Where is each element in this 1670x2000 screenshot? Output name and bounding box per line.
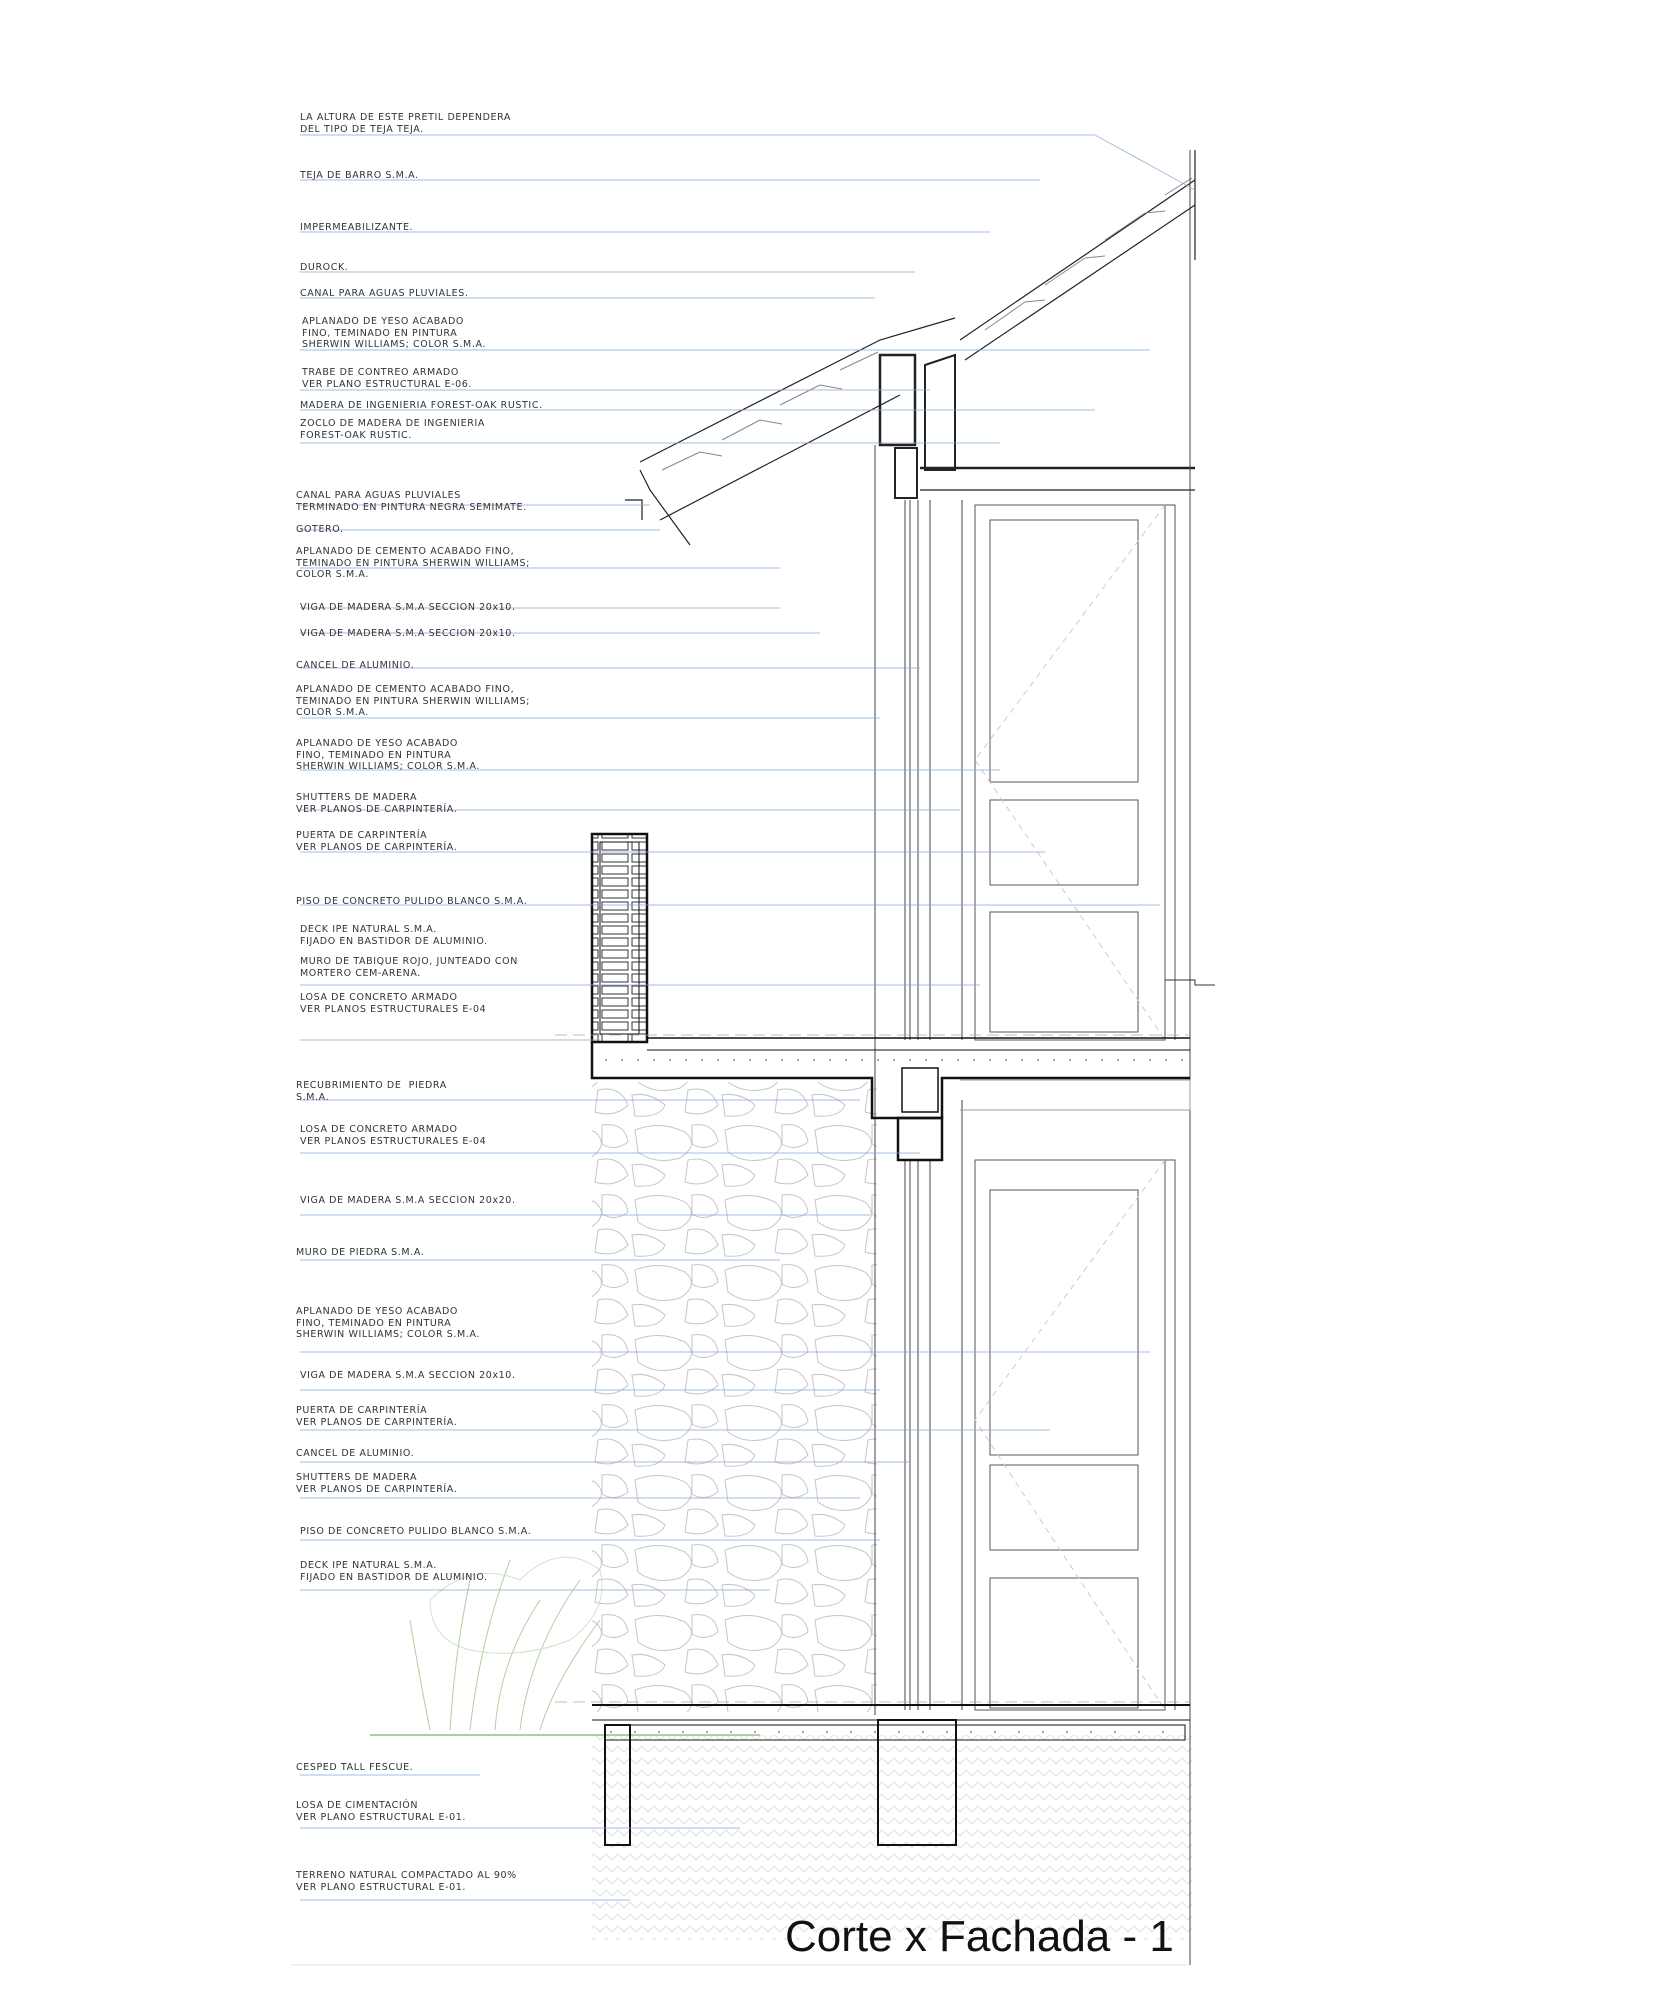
annotation-line: TRABE DE CONTREO ARMADO (302, 367, 459, 378)
annotation-line: VIGA DE MADERA S.M.A SECCION 20x10. (300, 602, 516, 613)
annotation-line: PUERTA DE CARPINTERÍA (296, 1405, 428, 1416)
annotation-line: TERRENO NATURAL COMPACTADO AL 90% (296, 1870, 517, 1881)
annotation-line: CANCEL DE ALUMINIO. (296, 1448, 415, 1459)
annotation-line: VER PLANOS DE CARPINTERÍA. (296, 1483, 458, 1495)
annotation-line: DEL TIPO DE TEJA TEJA. (300, 123, 424, 135)
annotation-line: ZOCLO DE MADERA DE INGENIERIA (300, 418, 485, 429)
roof-tiles (662, 178, 1192, 470)
annotation-line: VIGA DE MADERA S.M.A SECCION 20x10. (300, 628, 516, 639)
annotation-line: FINO, TEMINADO EN PINTURA (296, 749, 452, 761)
annotation-note (300, 628, 516, 640)
annotation-note (300, 400, 543, 412)
annotation-line: COLOR S.M.A. (296, 707, 369, 718)
annotation-line: TEMINADO EN PINTURA SHERWIN WILLIAMS; (296, 695, 530, 707)
annotation-line: PISO DE CONCRETO PULIDO BLANCO S.M.A. (296, 896, 528, 907)
annotation-line: CANCEL DE ALUMINIO. (296, 660, 415, 671)
annotation-line: S.M.A. (296, 1091, 330, 1103)
annotation-line: MORTERO CEM-ARENA. (300, 967, 421, 979)
annotation-line: TERMINADO EN PINTURA NEGRA SEMIMATE. (296, 501, 527, 513)
annotation-line: MADERA DE INGENIERIA FOREST-OAK RUSTIC. (300, 400, 543, 411)
door-upper (975, 505, 1175, 1040)
annotation-note (296, 524, 344, 536)
annotation-note (300, 1560, 488, 1583)
annotation-line: LOSA DE CIMENTACIÓN (296, 1800, 419, 1811)
annotation-line: SHERWIN WILLIAMS; COLOR S.M.A. (296, 1329, 481, 1340)
annotation-note (296, 490, 527, 513)
annotation-note (296, 738, 480, 773)
annotation-line: FIJADO EN BASTIDOR DE ALUMINIO. (300, 935, 488, 947)
annotation-note (300, 418, 485, 441)
annotation-line: VER PLANO ESTRUCTURAL E-01. (296, 1881, 467, 1893)
annotation-note (300, 262, 348, 274)
annotation-note (300, 112, 511, 135)
annotation-line: VIGA DE MADERA S.M.A SECCION 20x20. (300, 1195, 516, 1206)
annotation-note (296, 792, 457, 815)
annotation-note (296, 1472, 457, 1495)
roof (625, 150, 1195, 545)
wall-glazing (875, 150, 1190, 1965)
annotation-line: GOTERO. (296, 524, 344, 535)
annotation-line: PUERTA DE CARPINTERÍA (296, 830, 428, 841)
annotation-line: FIJADO EN BASTIDOR DE ALUMINIO. (300, 1571, 488, 1583)
annotation-line: APLANADO DE YESO ACABADO (296, 738, 458, 749)
annotation-note (300, 1195, 516, 1207)
annotation-line: VER PLANOS ESTRUCTURALES E-04 (300, 1135, 487, 1147)
annotation-line: SHUTTERS DE MADERA (296, 1472, 418, 1483)
annotation-note (296, 1870, 517, 1893)
annotation-note (296, 1448, 414, 1460)
annotation-line: APLANADO DE YESO ACABADO (302, 316, 464, 327)
annotation-line: SHERWIN WILLIAMS; COLOR S.M.A. (296, 761, 481, 772)
annotation-line: DECK IPE NATURAL S.M.A. (300, 1560, 437, 1571)
annotation-line: IMPERMEABILIZANTE. (300, 222, 414, 233)
annotation-line: VER PLANOS DE CARPINTERÍA. (296, 1416, 458, 1428)
annotation-line: DUROCK. (300, 262, 349, 273)
annotation-line: LOSA DE CONCRETO ARMADO (300, 1124, 458, 1135)
annotation-note (296, 1247, 424, 1259)
annotation-line: CANAL PARA AGUAS PLUVIALES. (300, 288, 469, 299)
annotation-line: TEJA DE BARRO S.M.A. (300, 170, 419, 181)
annotation-note (296, 684, 530, 719)
annotation-line: FINO, TEMINADO EN PINTURA (296, 1317, 452, 1329)
annotation-line: TEMINADO EN PINTURA SHERWIN WILLIAMS; (296, 557, 530, 569)
annotation-note (300, 1526, 531, 1538)
annotation-line: VER PLANOS DE CARPINTERÍA. (296, 841, 458, 853)
annotation-note (302, 316, 486, 351)
annotation-note (300, 992, 486, 1015)
annotation-line: SHUTTERS DE MADERA (296, 792, 418, 803)
annotation-note (300, 1124, 486, 1147)
annotation-line: DECK IPE NATURAL S.M.A. (300, 924, 437, 935)
annotation-note (296, 896, 527, 908)
annotation-note (300, 956, 518, 979)
drawing-title: Corte x Fachada - 1 (785, 1912, 1174, 1961)
annotation-line: VER PLANOS DE CARPINTERÍA. (296, 803, 458, 815)
annotation-note (296, 660, 414, 672)
annotation-note (296, 1306, 480, 1341)
annotation-line: LA ALTURA DE ESTE PRETIL DEPENDERA (300, 112, 512, 123)
annotation-line: CANAL PARA AGUAS PLUVIALES (296, 490, 461, 501)
annotation-line: COLOR S.M.A. (296, 569, 369, 580)
annotation-note (296, 546, 530, 581)
stone-wall-hatch (592, 1082, 877, 1712)
annotation-note (296, 1405, 457, 1428)
annotation-note (300, 170, 419, 182)
annotation-note (296, 830, 457, 853)
annotation-line: CESPED TALL FESCUE. (296, 1762, 414, 1773)
annotation-note (300, 288, 468, 300)
annotation-line: VIGA DE MADERA S.M.A SECCION 20x10. (300, 1370, 516, 1381)
annotation-line: RECUBRIMIENTO DE PIEDRA (296, 1080, 447, 1091)
annotation-line: APLANADO DE YESO ACABADO (296, 1306, 458, 1317)
annotation-line: SHERWIN WILLIAMS; COLOR S.M.A. (302, 339, 487, 350)
soil-hatch (592, 1735, 1192, 1940)
annotation-line: VER PLANO ESTRUCTURAL E-06. (302, 378, 473, 390)
annotation-note (300, 924, 488, 947)
annotation-note (300, 1370, 516, 1382)
annotation-line: FINO, TEMINADO EN PINTURA (302, 327, 458, 339)
door-lower (975, 1160, 1175, 1710)
annotation-line: LOSA DE CONCRETO ARMADO (300, 992, 458, 1003)
annotation-note (300, 222, 413, 234)
annotation-line: PISO DE CONCRETO PULIDO BLANCO S.M.A. (300, 1526, 532, 1537)
annotation-note (300, 602, 516, 614)
annotation-line: VER PLANO ESTRUCTURAL E-01. (296, 1811, 467, 1823)
annotation-line: FOREST-OAK RUSTIC. (300, 429, 412, 441)
annotation-line: MURO DE PIEDRA S.M.A. (296, 1247, 425, 1258)
annotation-line: VER PLANOS ESTRUCTURALES E-04 (300, 1003, 487, 1015)
annotation-note (296, 1762, 413, 1774)
annotation-note (296, 1800, 466, 1823)
annotation-line: APLANADO DE CEMENTO ACABADO FINO, (296, 684, 515, 695)
annotation-note (302, 367, 472, 390)
annotation-line: APLANADO DE CEMENTO ACABADO FINO, (296, 546, 515, 557)
annotation-note (296, 1080, 447, 1103)
annotation-line: MURO DE TABIQUE ROJO, JUNTEADO CON (300, 956, 518, 967)
